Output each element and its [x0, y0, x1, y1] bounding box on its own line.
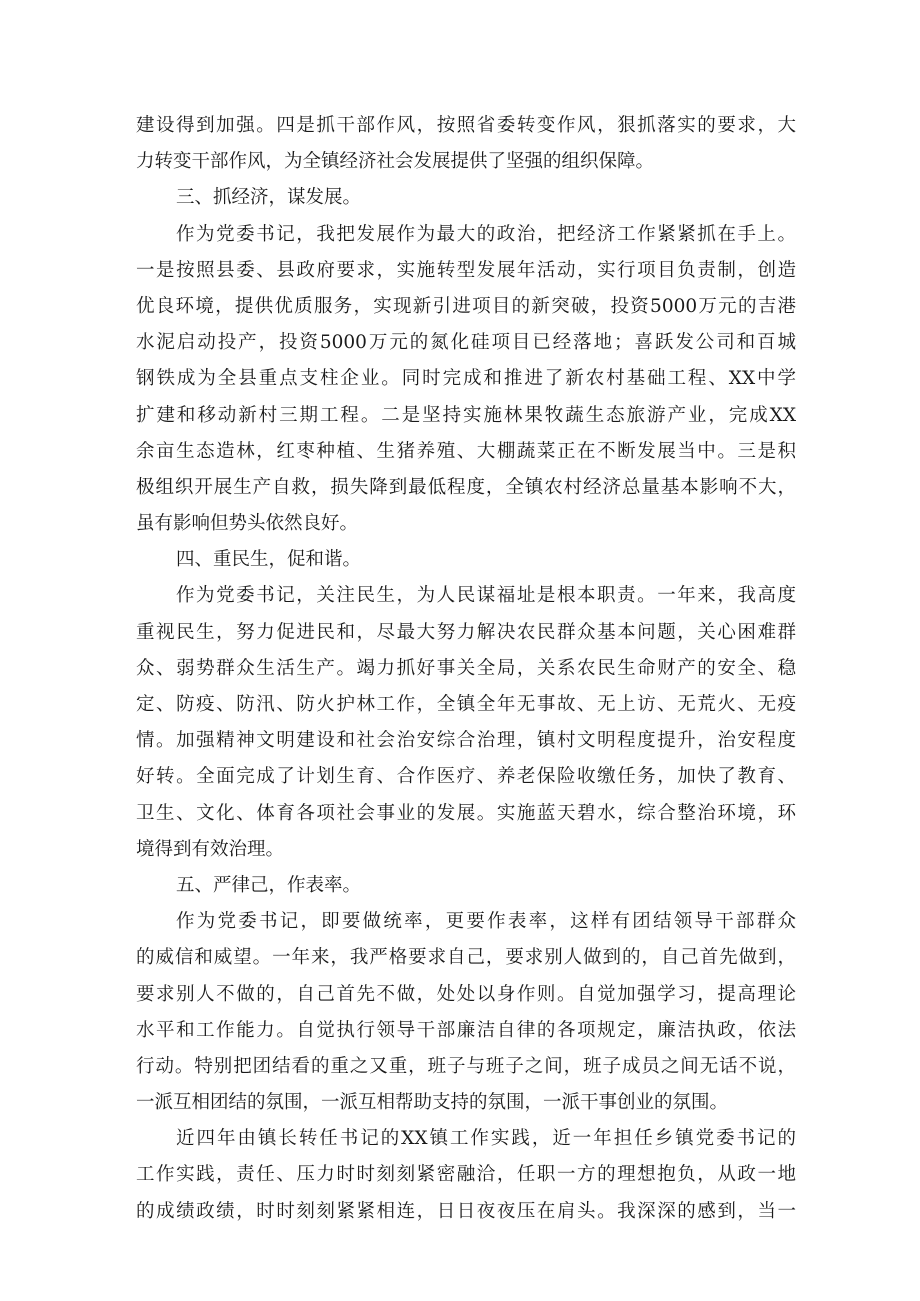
text-line: 行动。特别把团结看的重之又重，班子与班子之间，班子成员之间无话不说， [136, 1055, 796, 1077]
text-line: 余亩生态造林，红枣种植、生猪养殖、大棚蔬菜正在不断发展当中。三是积 [136, 440, 796, 462]
text-line: 五、严律己，作表率。 [176, 874, 362, 896]
text-line: 要求别人不做的，自己首先不做，处处以身作则。自觉加强学习，提高理论 [136, 983, 796, 1005]
text-line: 三、抓经济，谋发展。 [176, 187, 362, 209]
text-line: 近四年由镇长转任书记的XX镇工作实践，近一年担任乡镇党委书记的 [176, 1128, 796, 1150]
text-line: 众、弱势群众生活生产。竭力抓好事关全局，关系农民生命财产的安全、稳 [136, 657, 796, 679]
text-line: 好转。全面完成了计划生育、合作医疗、养老保险收缴任务，加快了教育、 [136, 766, 796, 788]
text-line: 四、重民生，促和谐。 [176, 549, 362, 571]
text-line: 一是按照县委、县政府要求，实施转型发展年活动，实行项目负责制，创造 [136, 259, 796, 281]
text-line: 水泥启动投产，投资5000万元的氮化硅项目已经落地；喜跃发公司和百城 [136, 332, 796, 354]
text-line: 扩建和移动新村三期工程。二是坚持实施林果牧蔬生态旅游产业，完成XX [136, 404, 796, 426]
text-line: 虽有影响但势头依然良好。 [136, 513, 359, 535]
text-line: 境得到有效治理。 [136, 838, 285, 860]
text-line: 重视民生，努力促进民和，尽最大努力解决农民群众基本问题，关心困难群 [136, 621, 796, 643]
text-line: 的成绩政绩，时时刻刻紧紧相连，日日夜夜压在肩头。我深深的感到，当一 [136, 1200, 796, 1222]
text-line: 极组织开展生产自救，损失降到最低程度，全镇农村经济总量基本影响不大， [136, 476, 796, 498]
text-line: 建设得到加强。四是抓干部作风，按照省委转变作风，狠抓落实的要求，大 [136, 115, 796, 136]
document-body [136, 108, 796, 1230]
text-line: 力转变干部作风，为全镇经济社会发展提供了坚强的组织保障。 [136, 151, 655, 173]
text-line: 作为党委书记，即要做统率，更要作表率，这样有团结领导干部群众 [176, 911, 796, 933]
text-line: 作为党委书记，我把发展作为最大的政治，把经济工作紧紧抓在手上。 [176, 223, 796, 245]
text-line: 作为党委书记，关注民生，为人民谋福址是根本职责。一年来，我高度 [176, 585, 796, 607]
text-line: 定、防疫、防汛、防火护林工作，全镇全年无事故、无上访、无荒火、无疫 [136, 694, 796, 715]
text-line: 工作实践，责任、压力时时刻刻紧密融洽，任职一方的理想抱负，从政一地 [136, 1164, 796, 1186]
text-line: 水平和工作能力。自觉执行领导干部廉洁自律的各项规定，廉洁执政，依法 [136, 1019, 796, 1041]
text-line: 情。加强精神文明建设和社会治安综合治理，镇村文明程度提升，治安程度 [136, 730, 796, 752]
text-line: 钢铁成为全县重点支柱企业。同时完成和推进了新农村基础工程、XX中学 [136, 368, 796, 390]
text-line: 的威信和威望。一年来，我严格要求自己，要求别人做到的，自己首先做到， [136, 947, 796, 969]
text-line: 一派互相团结的氛围，一派互相帮助支持的氛围，一派干事创业的氛围。 [136, 1092, 729, 1114]
text-line: 卫生、文化、体育各项社会事业的发展。实施蓝天碧水，综合整治环境，环 [136, 802, 796, 824]
text-line: 优良环境，提供优质服务，实现新引进项目的新突破，投资5000万元的吉港 [136, 295, 796, 317]
